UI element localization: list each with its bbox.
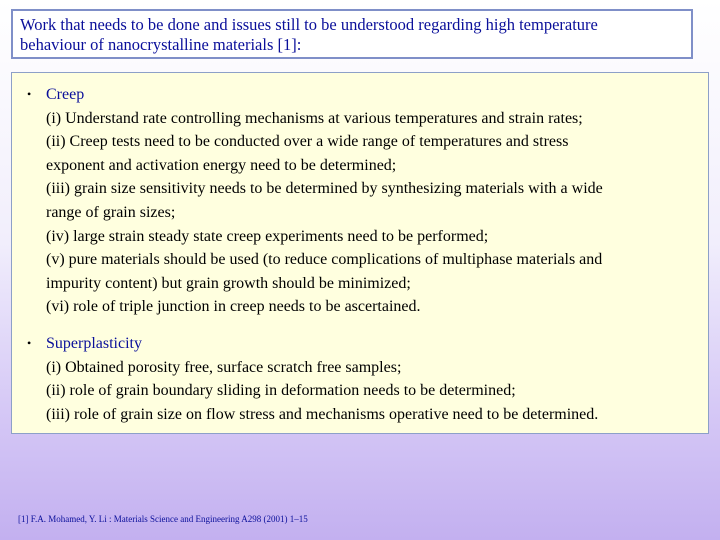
item-line: (ii) role of grain boundary sliding in deformation needs to be determined; xyxy=(46,382,516,400)
item-line: range of grain sizes; xyxy=(46,203,176,221)
item-text xyxy=(46,83,696,319)
item-line: (v) pure materials should be used (to reduce complications of multiphase materials and xyxy=(46,251,603,269)
item-line: (ii) Creep tests need to be conducted over a wide range of temperatures and stress xyxy=(46,133,569,151)
item-text xyxy=(46,332,696,426)
bullet-icon: • xyxy=(27,87,32,101)
item-line: (i) Understand rate controlling mechanisms at various temperatures and strain rates; xyxy=(46,109,583,127)
item-line: (iv) large strain steady state creep experiments need to be performed; xyxy=(46,227,489,245)
content-box xyxy=(11,72,709,434)
title-line-1: Work that needs to be done and issues still to be understood regarding high temperature xyxy=(20,15,598,34)
bullet-icon: • xyxy=(27,336,32,350)
title-line-2: behaviour of nanocrystalline materials [1]: xyxy=(20,35,302,54)
item-heading: Creep xyxy=(46,86,85,103)
item-line: impurity content) but grain growth should be minimized; xyxy=(46,274,411,292)
title-box xyxy=(11,9,693,59)
item-line: exponent and activation energy need to be determined; xyxy=(46,156,397,174)
item-line: (iii) grain size sensitivity needs to be determined by synthesizing materials with a wide xyxy=(46,180,603,198)
item-heading: Superplasticity xyxy=(46,335,142,352)
item-line: (vi) role of triple junction in creep needs to be ascertained. xyxy=(46,298,421,316)
item-line: (iii) role of grain size on flow stress and mechanisms operative need to be determined. xyxy=(46,405,599,423)
item-line: (i) Obtained porosity free, surface scratch free samples; xyxy=(46,358,402,376)
footnote: [1] F.A. Mohamed, Y. Li : Materials Science and Engineering A298 (2001) 1–15 xyxy=(18,514,308,524)
